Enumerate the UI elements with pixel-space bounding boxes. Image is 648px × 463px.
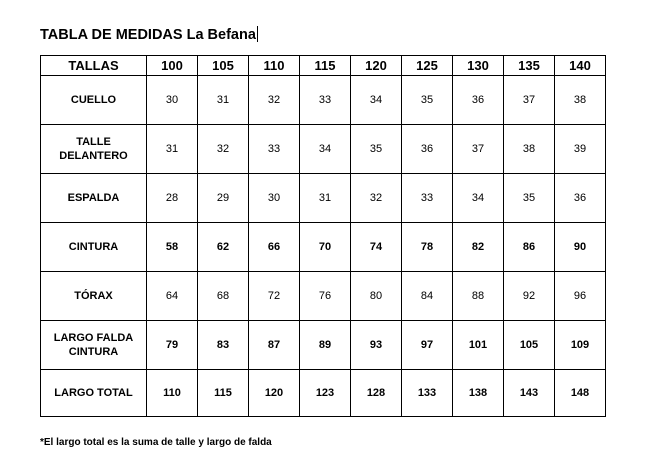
table-row (41, 272, 606, 321)
measurement-cell: 72 (249, 272, 300, 321)
measurement-cell: 83 (198, 321, 249, 370)
measurement-cell: 36 (555, 174, 606, 223)
size-header: 115 (300, 56, 351, 76)
text-cursor (257, 26, 258, 42)
table-row (41, 125, 606, 174)
row-label: LARGO FALDA CINTURA (41, 321, 147, 370)
measurement-cell: 97 (402, 321, 453, 370)
row-label: CINTURA (41, 223, 147, 272)
measurement-cell: 33 (402, 174, 453, 223)
table-row (41, 321, 606, 370)
measurement-cell: 92 (504, 272, 555, 321)
measurement-cell: 36 (453, 76, 504, 125)
measurement-cell: 62 (198, 223, 249, 272)
measurement-cell: 138 (453, 370, 504, 417)
measurement-cell: 76 (300, 272, 351, 321)
measurement-cell: 128 (351, 370, 402, 417)
measurement-cell: 33 (300, 76, 351, 125)
footnote: *El largo total es la suma de talle y largo de falda (40, 437, 272, 448)
measurement-cell: 89 (300, 321, 351, 370)
measurement-cell: 87 (249, 321, 300, 370)
measurement-cell: 31 (300, 174, 351, 223)
measurement-cell: 38 (504, 125, 555, 174)
measurement-cell: 33 (249, 125, 300, 174)
measurement-cell: 64 (147, 272, 198, 321)
size-header: 135 (504, 56, 555, 76)
measurement-cell: 84 (402, 272, 453, 321)
measurement-cell: 35 (351, 125, 402, 174)
measurement-cell: 35 (504, 174, 555, 223)
measurement-cell: 93 (351, 321, 402, 370)
measurement-cell: 101 (453, 321, 504, 370)
measurement-cell: 34 (351, 76, 402, 125)
measurement-cell: 37 (504, 76, 555, 125)
measurement-cell: 32 (351, 174, 402, 223)
measurement-cell: 86 (504, 223, 555, 272)
measurement-cell: 32 (249, 76, 300, 125)
measurement-cell: 123 (300, 370, 351, 417)
size-header: 140 (555, 56, 606, 76)
table-row (41, 174, 606, 223)
measurement-cell: 68 (198, 272, 249, 321)
measurement-cell: 38 (555, 76, 606, 125)
measurement-cell: 58 (147, 223, 198, 272)
measurement-cell: 96 (555, 272, 606, 321)
table-row (41, 76, 606, 125)
measurement-cell: 143 (504, 370, 555, 417)
measurement-cell: 109 (555, 321, 606, 370)
row-label: TALLE DELANTERO (41, 125, 147, 174)
tallas-header: TALLAS (41, 56, 147, 76)
measurement-cell: 110 (147, 370, 198, 417)
size-header-row (41, 56, 606, 76)
measurement-cell: 31 (198, 76, 249, 125)
size-chart-table (40, 55, 606, 417)
measurement-cell: 74 (351, 223, 402, 272)
measurement-cell: 90 (555, 223, 606, 272)
measurement-cell: 30 (147, 76, 198, 125)
measurement-cell: 70 (300, 223, 351, 272)
size-header: 120 (351, 56, 402, 76)
row-label: ESPALDA (41, 174, 147, 223)
measurement-cell: 35 (402, 76, 453, 125)
measurement-cell: 105 (504, 321, 555, 370)
row-label: CUELLO (41, 76, 147, 125)
measurement-cell: 29 (198, 174, 249, 223)
measurement-cell: 79 (147, 321, 198, 370)
measurement-cell: 34 (453, 174, 504, 223)
size-header: 110 (249, 56, 300, 76)
measurement-cell: 31 (147, 125, 198, 174)
size-header: 125 (402, 56, 453, 76)
measurement-cell: 148 (555, 370, 606, 417)
measurement-cell: 80 (351, 272, 402, 321)
table-row (41, 223, 606, 272)
table-row (41, 370, 606, 417)
measurement-cell: 120 (249, 370, 300, 417)
title-text: TABLA DE MEDIDAS La Befana (40, 27, 256, 43)
measurement-cell: 37 (453, 125, 504, 174)
document-title (40, 26, 258, 43)
measurement-cell: 115 (198, 370, 249, 417)
measurement-cell: 30 (249, 174, 300, 223)
measurement-cell: 28 (147, 174, 198, 223)
size-header: 105 (198, 56, 249, 76)
measurement-cell: 133 (402, 370, 453, 417)
measurement-cell: 88 (453, 272, 504, 321)
measurement-cell: 82 (453, 223, 504, 272)
row-label: LARGO TOTAL (41, 370, 147, 417)
measurement-cell: 78 (402, 223, 453, 272)
measurement-cell: 66 (249, 223, 300, 272)
measurement-cell: 34 (300, 125, 351, 174)
measurement-cell: 39 (555, 125, 606, 174)
row-label: TÓRAX (41, 272, 147, 321)
size-header: 100 (147, 56, 198, 76)
measurement-cell: 32 (198, 125, 249, 174)
size-header: 130 (453, 56, 504, 76)
measurement-cell: 36 (402, 125, 453, 174)
